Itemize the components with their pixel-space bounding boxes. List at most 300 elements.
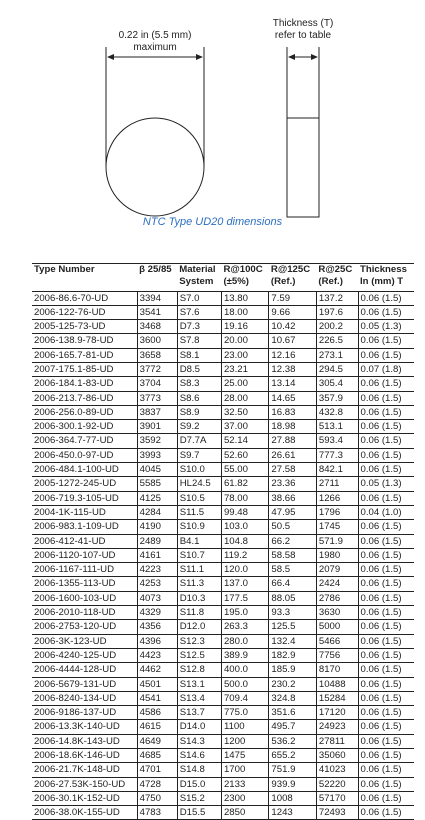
- table-cell: 0.06 (1.5): [358, 749, 414, 763]
- table-cell: 2489: [137, 534, 177, 548]
- table-cell: 52.60: [221, 448, 268, 462]
- table-cell: S8.6: [177, 391, 221, 405]
- table-cell: 2006-983.1-109-UD: [32, 520, 137, 534]
- thickness-arrowhead-right: [311, 54, 318, 60]
- table-cell: 0.06 (1.5): [358, 791, 414, 805]
- table-cell: 0.06 (1.5): [358, 620, 414, 634]
- table-cell: 2006-138.9-78-UD: [32, 334, 137, 348]
- table-cell: 0.06 (1.5): [358, 491, 414, 505]
- table-cell: 273.1: [316, 348, 358, 362]
- table-cell: S11.1: [177, 563, 221, 577]
- table-cell: 4396: [137, 634, 177, 648]
- table-cell: 17120: [316, 706, 358, 720]
- table-cell: 4541: [137, 691, 177, 705]
- column-header-line2: (±5%): [223, 276, 249, 287]
- table-row: [32, 305, 414, 319]
- table-cell: 4750: [137, 791, 177, 805]
- table-cell: 1266: [316, 491, 358, 505]
- table-cell: S9.2: [177, 420, 221, 434]
- table-cell: 2006-30.1K-152-UD: [32, 791, 137, 805]
- table-cell: 0.06 (1.5): [358, 734, 414, 748]
- table-cell: 3658: [137, 348, 177, 362]
- diameter-arrowhead-left: [107, 54, 114, 60]
- table-cell: 2005-1272-245-UD: [32, 477, 137, 491]
- table-cell: 27.58: [269, 463, 316, 477]
- table-cell: 41023: [316, 763, 358, 777]
- table-cell: 32.50: [221, 405, 268, 419]
- table-cell: 1200: [221, 734, 268, 748]
- table-cell: 3901: [137, 420, 177, 434]
- table-row: [32, 377, 414, 391]
- table-cell: 195.0: [221, 606, 268, 620]
- table-row: [32, 791, 414, 805]
- table-cell: S9.7: [177, 448, 221, 462]
- table-cell: 15284: [316, 691, 358, 705]
- table-cell: 197.6: [316, 305, 358, 319]
- table-cell: 2006-1355-113-UD: [32, 577, 137, 591]
- table-cell: 18.00: [221, 305, 268, 319]
- table-cell: 2006-4444-128-UD: [32, 663, 137, 677]
- table-cell: S14.8: [177, 763, 221, 777]
- table-cell: 4501: [137, 677, 177, 691]
- table-cell: 5000: [316, 620, 358, 634]
- table-cell: 2006-1600-103-UD: [32, 591, 137, 605]
- table-cell: 2006-1167-111-UD: [32, 563, 137, 577]
- table-row: [32, 677, 414, 691]
- table-cell: 37.00: [221, 420, 268, 434]
- table-cell: 3772: [137, 362, 177, 376]
- table-cell: D15.5: [177, 806, 221, 820]
- table-cell: 2006-14.8K-143-UD: [32, 734, 137, 748]
- table-cell: 3468: [137, 320, 177, 334]
- table-cell: 72493: [316, 806, 358, 820]
- table-cell: 55.00: [221, 463, 268, 477]
- table-cell: D7.3: [177, 320, 221, 334]
- table-cell: 0.06 (1.5): [358, 420, 414, 434]
- table-cell: 57170: [316, 791, 358, 805]
- table-cell: 0.06 (1.5): [358, 763, 414, 777]
- table-cell: 4125: [137, 491, 177, 505]
- table-row: [32, 448, 414, 462]
- dimension-drawing: [0, 0, 425, 240]
- table-cell: 0.06 (1.5): [358, 434, 414, 448]
- table-cell: 12.16: [269, 348, 316, 362]
- table-cell: 842.1: [316, 463, 358, 477]
- table-cell: 10.67: [269, 334, 316, 348]
- table-cell: 571.9: [316, 534, 358, 548]
- table-cell: S10.0: [177, 463, 221, 477]
- table-cell: 294.5: [316, 362, 358, 376]
- table-cell: 4685: [137, 749, 177, 763]
- table-cell: 14.65: [269, 391, 316, 405]
- table-cell: 78.00: [221, 491, 268, 505]
- table-cell: 432.8: [316, 405, 358, 419]
- table-cell: 263.3: [221, 620, 268, 634]
- table-cell: 2006-450.0-97-UD: [32, 448, 137, 462]
- table-cell: 2006-184.1-83-UD: [32, 377, 137, 391]
- table-cell: S10.5: [177, 491, 221, 505]
- table-row: [32, 563, 414, 577]
- table-cell: 137.0: [221, 577, 268, 591]
- table-cell: 4649: [137, 734, 177, 748]
- table-cell: 0.06 (1.5): [358, 720, 414, 734]
- table-cell: 0.06 (1.5): [358, 677, 414, 691]
- table-cell: 2786: [316, 591, 358, 605]
- table-row: [32, 320, 414, 334]
- table-cell: S13.7: [177, 706, 221, 720]
- table-cell: 3541: [137, 305, 177, 319]
- column-header-line1: R@125C: [270, 264, 311, 275]
- table-cell: 52.14: [221, 434, 268, 448]
- table-cell: 500.0: [221, 677, 268, 691]
- table-cell: 3704: [137, 377, 177, 391]
- table-cell: 28.00: [221, 391, 268, 405]
- table-row: [32, 505, 414, 519]
- table-cell: 3837: [137, 405, 177, 419]
- table-cell: 66.4: [269, 577, 316, 591]
- table-cell: 2079: [316, 563, 358, 577]
- table-cell: S12.8: [177, 663, 221, 677]
- column-header-1: [137, 264, 177, 291]
- table-row: [32, 720, 414, 734]
- table-cell: 1700: [221, 763, 268, 777]
- table-cell: 2006-21.7K-148-UD: [32, 763, 137, 777]
- table-cell: S13.4: [177, 691, 221, 705]
- spec-table-header: [32, 264, 414, 291]
- table-cell: 0.06 (1.5): [358, 463, 414, 477]
- table-cell: 0.06 (1.5): [358, 634, 414, 648]
- thickness-label-line2: refer to table: [274, 30, 332, 41]
- table-cell: 0.06 (1.5): [358, 405, 414, 419]
- table-cell: 751.9: [269, 763, 316, 777]
- column-header-line1: Type Number: [34, 264, 95, 275]
- table-row: [32, 548, 414, 562]
- table-cell: 18.98: [269, 420, 316, 434]
- table-cell: 10.42: [269, 320, 316, 334]
- table-cell: 513.1: [316, 420, 358, 434]
- table-cell: 2006-4240-125-UD: [32, 648, 137, 662]
- table-cell: 593.4: [316, 434, 358, 448]
- table-cell: S7.0: [177, 291, 221, 305]
- table-cell: 2850: [221, 806, 268, 820]
- table-cell: 305.4: [316, 377, 358, 391]
- table-cell: 0.06 (1.5): [358, 648, 414, 662]
- table-cell: 23.21: [221, 362, 268, 376]
- table-row: [32, 663, 414, 677]
- table-cell: 4073: [137, 591, 177, 605]
- table-cell: 2006-3K-123-UD: [32, 634, 137, 648]
- table-cell: S8.9: [177, 405, 221, 419]
- table-cell: 2006-27.53K-150-UD: [32, 777, 137, 791]
- table-cell: 2006-38.0K-155-UD: [32, 806, 137, 820]
- table-cell: 3600: [137, 334, 177, 348]
- table-cell: 61.82: [221, 477, 268, 491]
- table-cell: 0.06 (1.5): [358, 606, 414, 620]
- column-header-line1: Material: [179, 264, 216, 275]
- spec-table-body: [32, 291, 414, 820]
- diameter-label-line1: 0.22 in (5.5 mm): [118, 30, 192, 41]
- column-header-line2: (Ref.): [318, 276, 343, 287]
- table-cell: 4462: [137, 663, 177, 677]
- table-cell: 66.2: [269, 534, 316, 548]
- table-cell: 0.06 (1.5): [358, 334, 414, 348]
- table-cell: S12.3: [177, 634, 221, 648]
- table-row: [32, 491, 414, 505]
- column-header-line1: Thickness: [360, 264, 407, 275]
- table-cell: 2007-175.1-85-UD: [32, 362, 137, 376]
- table-cell: 655.2: [269, 749, 316, 763]
- table-cell: D7.7A: [177, 434, 221, 448]
- table-cell: 2006-165.7-81-UD: [32, 348, 137, 362]
- thickness-label: [253, 18, 353, 42]
- table-cell: 3394: [137, 291, 177, 305]
- table-cell: 400.0: [221, 663, 268, 677]
- dimension-diagram: [0, 0, 425, 240]
- table-row: [32, 620, 414, 634]
- disc-side-view: [287, 118, 319, 217]
- table-cell: 26.61: [269, 448, 316, 462]
- diameter-label-line2: maximum: [133, 42, 177, 53]
- table-cell: 536.2: [269, 734, 316, 748]
- table-cell: 4615: [137, 720, 177, 734]
- table-cell: 3630: [316, 606, 358, 620]
- table-cell: 0.06 (1.5): [358, 391, 414, 405]
- table-cell: 1475: [221, 749, 268, 763]
- table-cell: 2006-5679-131-UD: [32, 677, 137, 691]
- table-row: [32, 463, 414, 477]
- table-cell: 0.04 (1.0): [358, 505, 414, 519]
- table-cell: 3993: [137, 448, 177, 462]
- table-cell: 2006-412-41-UD: [32, 534, 137, 548]
- table-cell: 119.2: [221, 548, 268, 562]
- table-row: [32, 391, 414, 405]
- table-cell: 4253: [137, 577, 177, 591]
- table-cell: 4223: [137, 563, 177, 577]
- table-cell: D12.0: [177, 620, 221, 634]
- table-cell: 2006-86.6-70-UD: [32, 291, 137, 305]
- table-cell: 5585: [137, 477, 177, 491]
- table-cell: 351.6: [269, 706, 316, 720]
- table-cell: 137.2: [316, 291, 358, 305]
- table-cell: 182.9: [269, 648, 316, 662]
- table-cell: S11.5: [177, 505, 221, 519]
- table-row: [32, 334, 414, 348]
- table-cell: 104.8: [221, 534, 268, 548]
- table-cell: 2006-8240-134-UD: [32, 691, 137, 705]
- table-cell: 24923: [316, 720, 358, 734]
- table-cell: 495.7: [269, 720, 316, 734]
- table-cell: 939.9: [269, 777, 316, 791]
- table-cell: 709.4: [221, 691, 268, 705]
- column-header-line1: β 25/85: [139, 264, 172, 275]
- table-cell: 93.3: [269, 606, 316, 620]
- table-cell: 0.06 (1.5): [358, 577, 414, 591]
- table-row: [32, 434, 414, 448]
- column-header-3: [221, 264, 268, 291]
- table-cell: 8170: [316, 663, 358, 677]
- table-cell: 4045: [137, 463, 177, 477]
- table-cell: 0.06 (1.5): [358, 291, 414, 305]
- table-cell: 0.05 (1.3): [358, 477, 414, 491]
- table-cell: 4728: [137, 777, 177, 791]
- table-cell: 23.00: [221, 348, 268, 362]
- table-cell: 2006-1120-107-UD: [32, 548, 137, 562]
- diameter-arrowhead-right: [196, 54, 203, 60]
- table-cell: 2006-18.6K-146-UD: [32, 749, 137, 763]
- table-cell: 27.88: [269, 434, 316, 448]
- table-row: [32, 777, 414, 791]
- table-cell: 0.06 (1.5): [358, 305, 414, 319]
- table-cell: 132.4: [269, 634, 316, 648]
- table-cell: 38.66: [269, 491, 316, 505]
- table-row: [32, 291, 414, 305]
- table-cell: 0.06 (1.5): [358, 691, 414, 705]
- table-cell: 7756: [316, 648, 358, 662]
- table-cell: 20.00: [221, 334, 268, 348]
- table-cell: 125.5: [269, 620, 316, 634]
- table-cell: 13.14: [269, 377, 316, 391]
- table-cell: 777.3: [316, 448, 358, 462]
- table-cell: 2424: [316, 577, 358, 591]
- table-cell: 2006-719.3-105-UD: [32, 491, 137, 505]
- table-cell: D8.5: [177, 362, 221, 376]
- table-cell: 23.36: [269, 477, 316, 491]
- table-cell: 0.06 (1.5): [358, 348, 414, 362]
- table-cell: 1745: [316, 520, 358, 534]
- column-header-line1: R@100C: [223, 264, 263, 275]
- table-cell: 2006-9186-137-UD: [32, 706, 137, 720]
- table-cell: 2006-2753-120-UD: [32, 620, 137, 634]
- table-cell: 2006-484.1-100-UD: [32, 463, 137, 477]
- table-cell: 10488: [316, 677, 358, 691]
- table-cell: 2133: [221, 777, 268, 791]
- table-cell: 103.0: [221, 520, 268, 534]
- table-cell: D15.0: [177, 777, 221, 791]
- table-cell: 0.06 (1.5): [358, 520, 414, 534]
- column-header-line2: In (mm) T: [360, 276, 404, 287]
- table-cell: 35060: [316, 749, 358, 763]
- table-cell: 0.06 (1.5): [358, 806, 414, 820]
- table-row: [32, 362, 414, 376]
- table-row: [32, 634, 414, 648]
- table-cell: S7.8: [177, 334, 221, 348]
- table-cell: 185.9: [269, 663, 316, 677]
- table-cell: S10.7: [177, 548, 221, 562]
- table-cell: 19.16: [221, 320, 268, 334]
- table-cell: B4.1: [177, 534, 221, 548]
- table-cell: 2711: [316, 477, 358, 491]
- table-cell: 3592: [137, 434, 177, 448]
- column-header-0: [32, 264, 137, 291]
- table-cell: 2006-364.7-77-UD: [32, 434, 137, 448]
- table-cell: 3773: [137, 391, 177, 405]
- table-row: [32, 577, 414, 591]
- table-row: [32, 477, 414, 491]
- column-header-line1: R@25C: [318, 264, 353, 275]
- table-cell: 200.2: [316, 320, 358, 334]
- table-cell: 52220: [316, 777, 358, 791]
- table-cell: 120.0: [221, 563, 268, 577]
- table-cell: 230.2: [269, 677, 316, 691]
- table-cell: 0.06 (1.5): [358, 448, 414, 462]
- table-cell: 280.0: [221, 634, 268, 648]
- table-cell: 2005-125-73-UD: [32, 320, 137, 334]
- table-row: [32, 534, 414, 548]
- table-cell: S10.9: [177, 520, 221, 534]
- table-cell: 88.05: [269, 591, 316, 605]
- column-header-2: [177, 264, 221, 291]
- table-row: [32, 405, 414, 419]
- table-cell: 25.00: [221, 377, 268, 391]
- table-cell: 12.38: [269, 362, 316, 376]
- table-cell: 2006-122-76-UD: [32, 305, 137, 319]
- table-cell: 1980: [316, 548, 358, 562]
- table-cell: 177.5: [221, 591, 268, 605]
- table-row: [32, 348, 414, 362]
- table-row: [32, 648, 414, 662]
- header-row: [32, 264, 414, 291]
- diameter-label: [105, 30, 205, 54]
- spec-table: [32, 264, 414, 820]
- table-cell: 2006-13.3K-140-UD: [32, 720, 137, 734]
- table-row: [32, 606, 414, 620]
- table-cell: 2006-300.1-92-UD: [32, 420, 137, 434]
- table-cell: 0.06 (1.5): [358, 563, 414, 577]
- table-row: [32, 420, 414, 434]
- table-cell: 2006-2010-118-UD: [32, 606, 137, 620]
- table-cell: 47.95: [269, 505, 316, 519]
- table-cell: S12.5: [177, 648, 221, 662]
- table-cell: S14.3: [177, 734, 221, 748]
- table-cell: 0.06 (1.5): [358, 548, 414, 562]
- table-cell: 0.06 (1.5): [358, 377, 414, 391]
- table-cell: 2006-256.0-89-UD: [32, 405, 137, 419]
- table-cell: S14.6: [177, 749, 221, 763]
- table-cell: 2004-1K-115-UD: [32, 505, 137, 519]
- table-row: [32, 591, 414, 605]
- column-header-4: [269, 264, 316, 291]
- table-cell: 0.06 (1.5): [358, 777, 414, 791]
- table-cell: 4586: [137, 706, 177, 720]
- thickness-label-line1: Thickness (T): [272, 18, 334, 29]
- table-cell: 775.0: [221, 706, 268, 720]
- table-cell: 0.06 (1.5): [358, 663, 414, 677]
- table-cell: 99.48: [221, 505, 268, 519]
- table-cell: 16.83: [269, 405, 316, 419]
- table-cell: 389.9: [221, 648, 268, 662]
- table-cell: 357.9: [316, 391, 358, 405]
- table-cell: S7.6: [177, 305, 221, 319]
- thickness-arrowhead-left: [288, 54, 295, 60]
- table-cell: S8.1: [177, 348, 221, 362]
- table-cell: S13.1: [177, 677, 221, 691]
- table-row: [32, 734, 414, 748]
- table-cell: 4161: [137, 548, 177, 562]
- table-cell: 0.06 (1.5): [358, 534, 414, 548]
- table-cell: 4783: [137, 806, 177, 820]
- table-cell: S8.3: [177, 377, 221, 391]
- table-cell: 4423: [137, 648, 177, 662]
- table-cell: 2006-213.7-86-UD: [32, 391, 137, 405]
- table-cell: 4701: [137, 763, 177, 777]
- table-cell: 13.80: [221, 291, 268, 305]
- table-cell: 50.5: [269, 520, 316, 534]
- table-row: [32, 749, 414, 763]
- table-cell: S15.2: [177, 791, 221, 805]
- disc-front-view: [106, 118, 204, 216]
- table-cell: 2300: [221, 791, 268, 805]
- table-row: [32, 706, 414, 720]
